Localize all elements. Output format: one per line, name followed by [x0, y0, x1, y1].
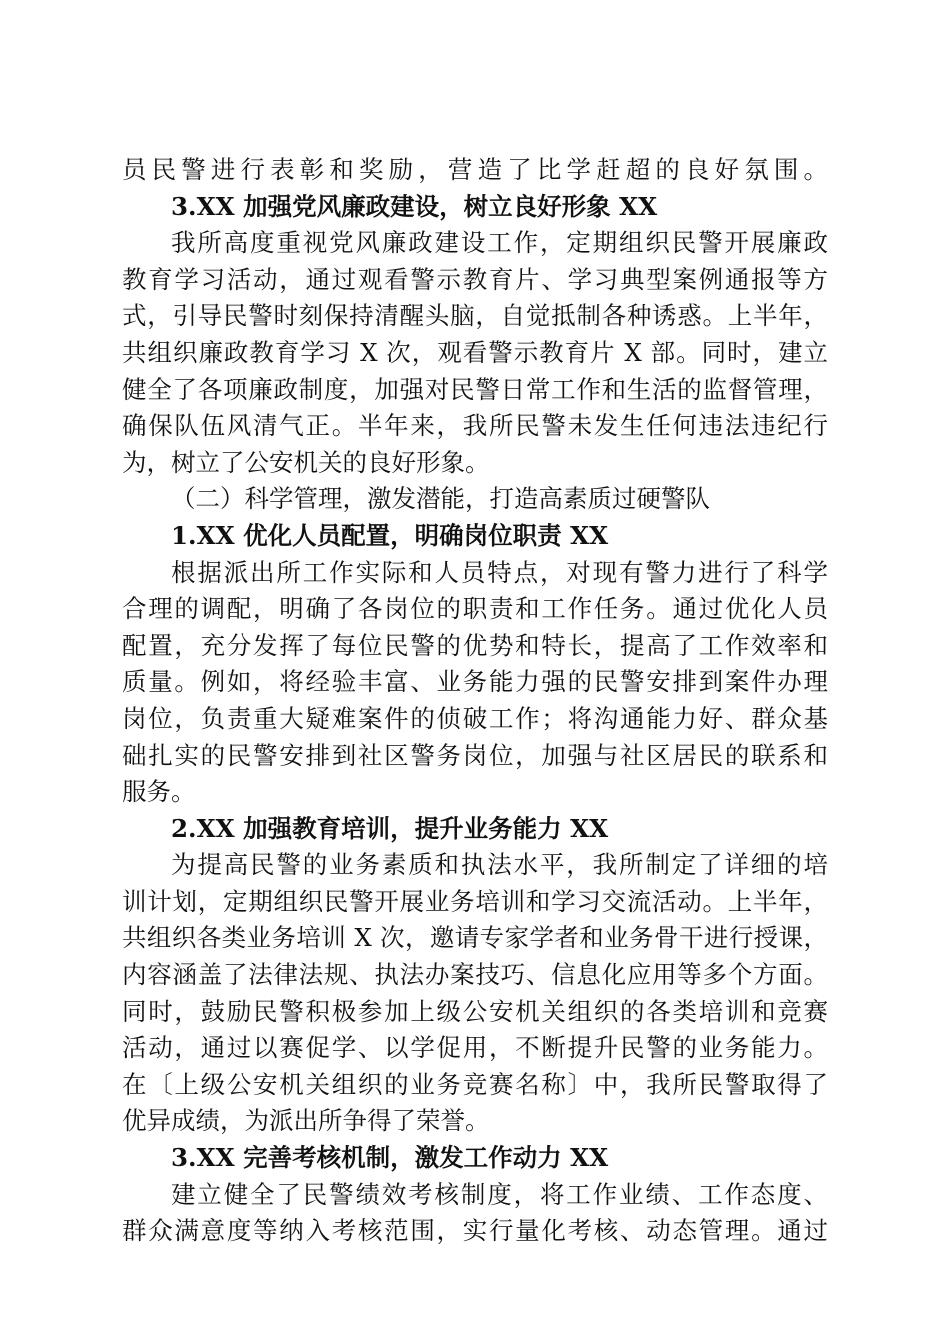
paragraph-line: 服务。 — [122, 777, 196, 807]
section-heading-3: 3.XX 完善考核机制，激发工作动力 XX — [171, 1143, 609, 1173]
paragraph-line: 共组织廉政教育学习 X 次，观看警示教育片 X 部。同时，建立 — [122, 337, 828, 367]
paragraph-line: 为提高民警的业务素质和执法水平，我所制定了详细的培 — [171, 850, 828, 880]
paragraph-line: 教育学习活动，通过观看警示教育片、学习典型案例通报等方 — [122, 264, 828, 294]
paragraph-line: 内容涵盖了法律法规、执法办案技巧、信息化应用等多个方面。 — [122, 960, 828, 990]
section-heading-2: 2.XX 加强教育培训，提升业务能力 XX — [171, 813, 609, 843]
paragraph-line: 优异成绩，为派出所争得了荣誉。 — [122, 1106, 490, 1136]
paragraph-line: 健全了各项廉政制度，加强对民警日常工作和生活的监督管理， — [122, 374, 828, 404]
paragraph-line: 质量。例如，将经验丰富、业务能力强的民警安排到案件办理 — [122, 667, 828, 697]
paragraph-line: 训计划，定期组织民警开展业务培训和学习交流活动。上半年， — [122, 886, 828, 916]
paragraph-line: 合理的调配，明确了各岗位的职责和工作任务。通过优化人员 — [122, 594, 828, 624]
document-body — [122, 152, 828, 1250]
paragraph-line: 配置，充分发挥了每位民警的优势和特长，提高了工作效率和 — [122, 630, 828, 660]
paragraph-line: 建立健全了民警绩效考核制度，将工作业绩、工作态度、 — [171, 1179, 828, 1209]
section-heading-3-1: 3.XX 加强党风廉政建设，树立良好形象 XX — [171, 191, 658, 221]
section-heading-1: 1.XX 优化人员配置，明确岗位职责 XX — [171, 520, 609, 550]
paragraph-line: 活动，通过以赛促学、以学促用，不断提升民警的业务能力。 — [122, 1033, 828, 1063]
paragraph-line: 员民警进行表彰和奖励，营造了比学赶超的良好氛围。 — [122, 155, 828, 184]
paragraph-line: 共组织各类业务培训 X 次，邀请专家学者和业务骨干进行授课， — [122, 923, 828, 953]
paragraph-line: 确保队伍风清气正。半年来，我所民警未发生任何违法违纪行 — [122, 411, 828, 441]
paragraph-line: 在〔上级公安机关组织的业务竞赛名称〕中，我所民警取得了 — [122, 1069, 828, 1099]
paragraph-line: 根据派出所工作实际和人员特点，对现有警力进行了科学 — [171, 557, 828, 587]
section-title-2: （二）科学管理，激发潜能，打造高素质过硬警队 — [171, 484, 710, 514]
paragraph-line: 础扎实的民警安排到社区警务岗位，加强与社区居民的联系和 — [122, 740, 828, 770]
paragraph-line: 式，引导民警时刻保持清醒头脑，自觉抵制各种诱惑。上半年， — [122, 301, 828, 331]
paragraph-line: 群众满意度等纳入考核范围，实行量化考核、动态管理。通过 — [122, 1216, 828, 1246]
paragraph-line: 为，树立了公安机关的良好形象。 — [122, 447, 490, 477]
paragraph-line: 岗位，负责重大疑难案件的侦破工作；将沟通能力好、群众基 — [122, 703, 828, 733]
paragraph-line: 我所高度重视党风廉政建设工作，定期组织民警开展廉政 — [171, 228, 828, 258]
paragraph-line: 同时，鼓励民警积极参加上级公安机关组织的各类培训和竞赛 — [122, 996, 828, 1026]
